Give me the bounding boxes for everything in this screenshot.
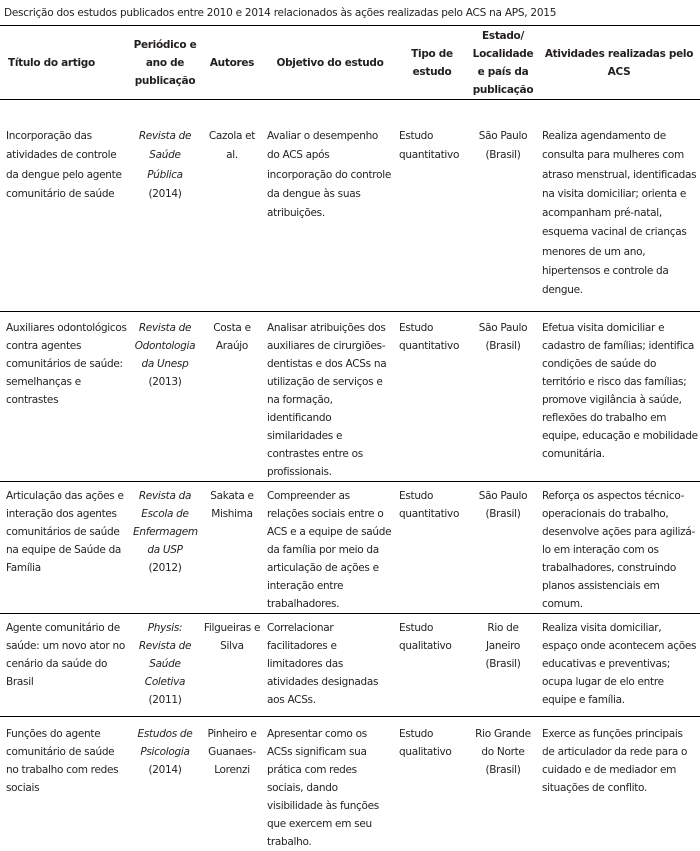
journal-year: (2012) [148, 562, 181, 574]
cell-type: Estudo quantitativo [396, 482, 468, 614]
header-journal: Periódico e ano de publicação [130, 26, 200, 100]
cell-journal [130, 482, 200, 614]
journal-name: Revista da Escola de Enfermagem da USP [133, 490, 198, 556]
header-authors: Autores [200, 26, 264, 100]
header-row [0, 26, 700, 100]
cell-journal [130, 100, 200, 312]
table-row [0, 100, 700, 312]
cell-type: Estudo quantitativo [396, 312, 468, 482]
cell-title: Agente comunitário de saúde: um novo ator no cenário da saúde do Brasil [0, 614, 130, 717]
cell-type: Estudo qualitativo [396, 717, 468, 851]
cell-title: Funções do agente comunitário de saúde no trabalho com redes sociais [0, 717, 130, 851]
journal-name: Physis: Revista de Saúde Coletiva [139, 622, 191, 688]
cell-location: São Paulo (Brasil) [468, 100, 538, 312]
table-row [0, 717, 700, 851]
table-row [0, 312, 700, 482]
header-title: Título do artigo [0, 26, 130, 100]
journal-name: Revista de Saúde Pública [139, 130, 191, 181]
journal-year: (2011) [148, 694, 181, 706]
header-objective: Objetivo do estudo [264, 26, 396, 100]
cell-authors: Filgueiras e Silva [200, 614, 264, 717]
header-activities: Atividades realizadas pelo ACS [538, 26, 700, 100]
cell-authors: Cazola et al. [200, 100, 264, 312]
cell-activities: Realiza visita domiciliar, espaço onde acontecem ações educativas e preventivas; ocupa lugar de elo entre equipe e família. [538, 614, 700, 717]
cell-objective: Analisar atribuições dos auxiliares de cirurgiões-dentistas e dos ACSs na utilização de serviços e na formação, identificando similaridades e contrastes entre os profissionais. [264, 312, 396, 482]
cell-journal [130, 717, 200, 851]
cell-activities: Exerce as funções principais de articulador da rede para o cuidado e de mediador em situações de conflito. [538, 717, 700, 851]
header-location: Estado/ Localidade e país da publicação [468, 26, 538, 100]
cell-authors: Sakata e Mishima [200, 482, 264, 614]
cell-authors: Costa e Araújo [200, 312, 264, 482]
table-row [0, 614, 700, 717]
cell-journal [130, 312, 200, 482]
cell-authors: Pinheiro e Guanaes-Lorenzi [200, 717, 264, 851]
journal-year: (2014) [148, 764, 181, 776]
cell-activities: Reforça os aspectos técnico-operacionais do trabalho, desenvolve ações para agilizá-lo em interação com os trabalhadores, construindo planos assistenciais em comum. [538, 482, 700, 614]
journal-name: Estudos de Psicologia [138, 728, 193, 758]
cell-activities: Efetua visita domiciliar e cadastro de famílias; identifica condições de saúde do território e risco das famílias; promove vigilância à saúde, reflexões do trabalho em equipe, educação e mobilidade comunitária. [538, 312, 700, 482]
cell-activities: Realiza agendamento de consulta para mulheres com atraso menstrual, identificadas na visita domiciliar; orienta e acompanham pré-natal, esquema vacinal de crianças menores de um ano, hipertensos e controle da dengue. [538, 100, 700, 312]
cell-objective: Apresentar como os ACSs significam sua prática com redes sociais, dando visibilidade às funções que exercem em seu trabalho. [264, 717, 396, 851]
cell-location: Rio de Janeiro (Brasil) [468, 614, 538, 717]
studies-table [0, 26, 700, 851]
table-caption: Descrição dos estudos publicados entre 2010 e 2014 relacionados às ações realizadas pelo ACS na APS, 2015 [0, 0, 700, 26]
journal-year: (2014) [148, 188, 181, 200]
cell-location: São Paulo (Brasil) [468, 482, 538, 614]
cell-objective: Avaliar o desempenho do ACS após incorporação do controle da dengue às suas atribuições. [264, 100, 396, 312]
cell-title: Articulação das ações e interação dos agentes comunitários de saúde na equipe de Saúde da Família [0, 482, 130, 614]
cell-title: Auxiliares odontológicos contra agentes comunitários de saúde: semelhanças e contrastes [0, 312, 130, 482]
cell-title: Incorporação das atividades de controle da dengue pelo agente comunitário de saúde [0, 100, 130, 312]
table-row [0, 482, 700, 614]
journal-name: Revista de Odontologia da Unesp [135, 322, 196, 370]
cell-journal [130, 614, 200, 717]
cell-objective: Compreender as relações sociais entre o ACS e a equipe de saúde da família por meio da articulação de ações e interação entre trabalhadores. [264, 482, 396, 614]
journal-year: (2013) [148, 376, 181, 388]
header-type: Tipo de estudo [396, 26, 468, 100]
cell-type: Estudo qualitativo [396, 614, 468, 717]
cell-location: Rio Grande do Norte (Brasil) [468, 717, 538, 851]
cell-type: Estudo quantitativo [396, 100, 468, 312]
cell-location: São Paulo (Brasil) [468, 312, 538, 482]
cell-objective: Correlacionar facilitadores e limitadores das atividades designadas aos ACSs. [264, 614, 396, 717]
